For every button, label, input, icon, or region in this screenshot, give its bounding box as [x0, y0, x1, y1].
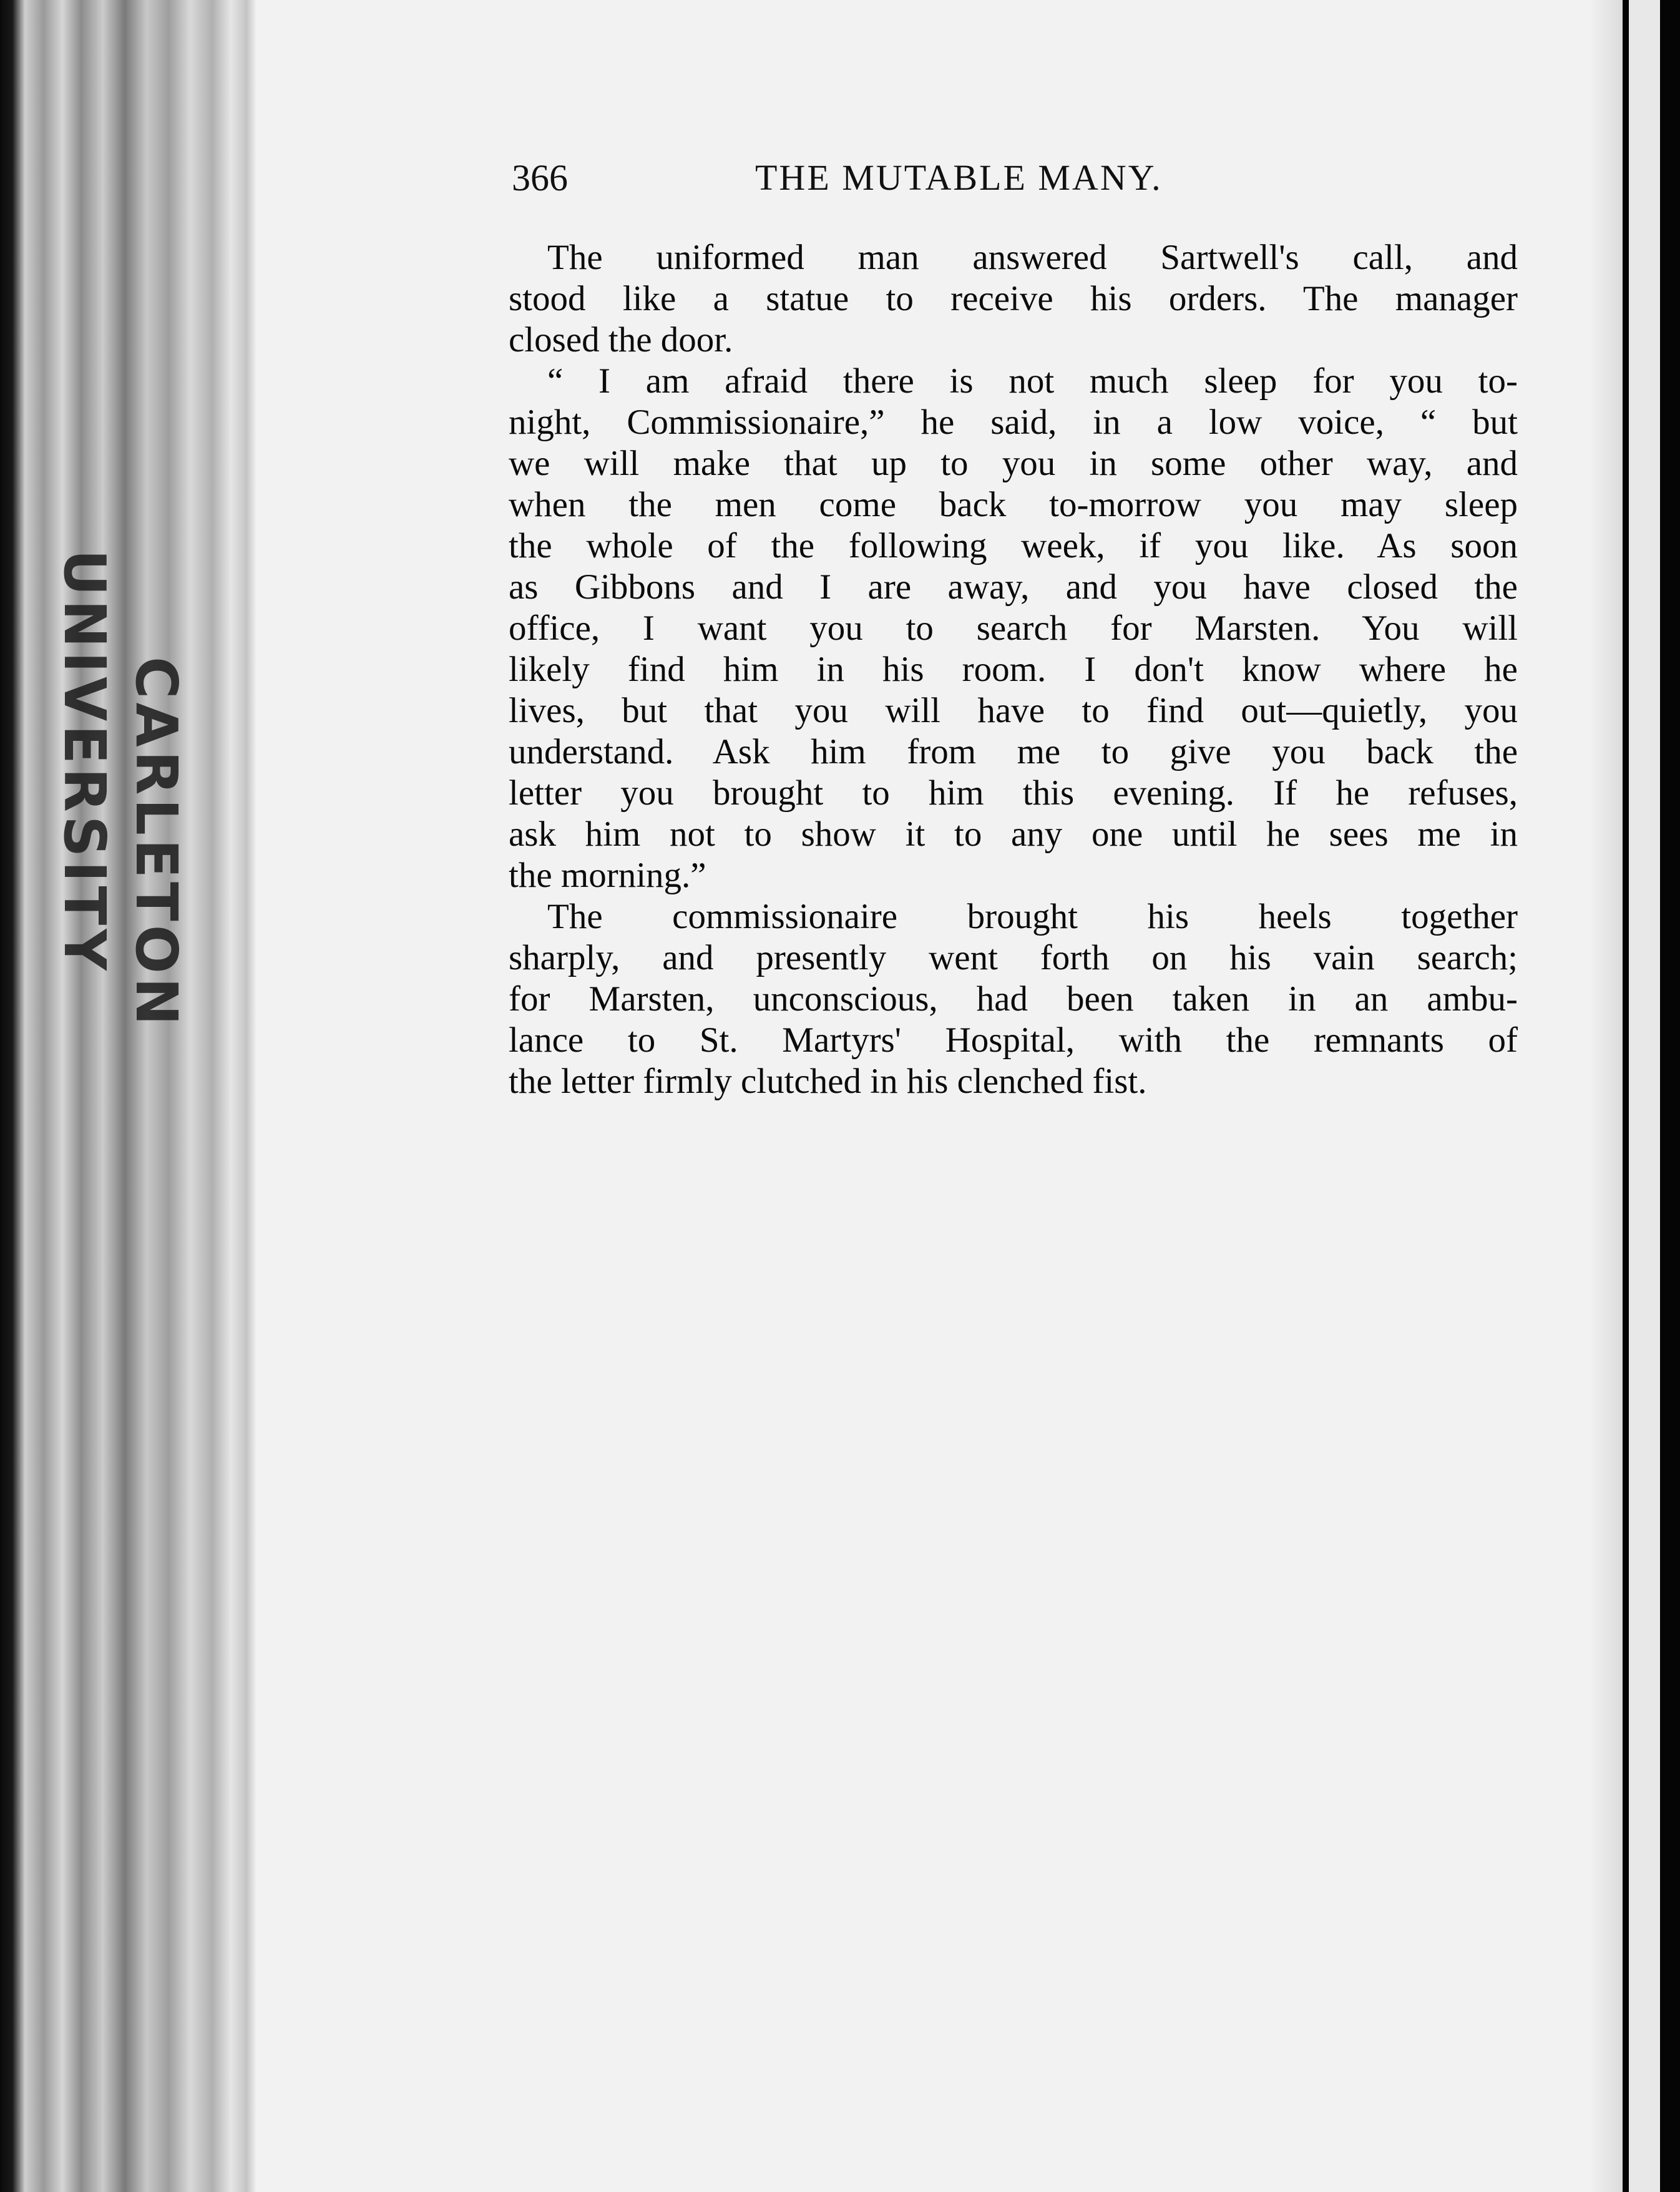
page-number: 366 [512, 157, 568, 198]
text-line: stood like a statue to receive his orders. The manager [509, 279, 1518, 318]
text-line: likely find him in his room. I don't know where he [509, 650, 1518, 689]
text-line: the morning.” [509, 856, 706, 895]
spine-stamp-university: UNIVERSITY [51, 549, 118, 974]
next-page-edge [1629, 0, 1660, 2192]
text-line: “ I am afraid there is not much sleep for you to- [547, 361, 1518, 401]
text-line: the whole of the following week, if you like. As soon [509, 526, 1518, 565]
text-line: closed the door. [509, 320, 733, 360]
text-line: night, Commissionaire,” he said, in a low voice, “ but [509, 403, 1518, 442]
text-line: lives, but that you will have to find out—quietly, you [509, 691, 1518, 730]
body-text [509, 237, 1518, 1102]
text-line: letter you brought to him this evening. If he refuses, [509, 773, 1518, 813]
text-line: for Marsten, unconscious, had been taken in an ambu- [509, 979, 1518, 1019]
book-page-edges [0, 0, 256, 2192]
text-line: office, I want you to search for Marsten. You will [509, 609, 1518, 648]
text-line: The commissionaire brought his heels together [547, 897, 1518, 936]
running-header [512, 150, 1510, 206]
text-line: The uniformed man answered Sartwell's call, and [547, 238, 1518, 277]
spine-stamp-carleton: CARLETON [122, 656, 190, 1029]
running-title: THE MUTABLE MANY. [755, 157, 1163, 198]
text-line: understand. Ask him from me to give you back the [509, 732, 1518, 771]
text-line: we will make that up to you in some other way, and [509, 444, 1518, 483]
text-line: lance to St. Martyrs' Hospital, with the remnants of [509, 1020, 1518, 1060]
text-line: the letter firmly clutched in his clenched fist. [509, 1062, 1147, 1101]
text-line: when the men come back to-morrow you may sleep [509, 485, 1518, 524]
text-line: as Gibbons and I are away, and you have closed the [509, 567, 1518, 607]
text-line: sharply, and presently went forth on his vain search; [509, 938, 1518, 977]
text-line: ask him not to show it to any one until he sees me in [509, 815, 1518, 854]
page-gutter-shade [1588, 0, 1623, 2192]
